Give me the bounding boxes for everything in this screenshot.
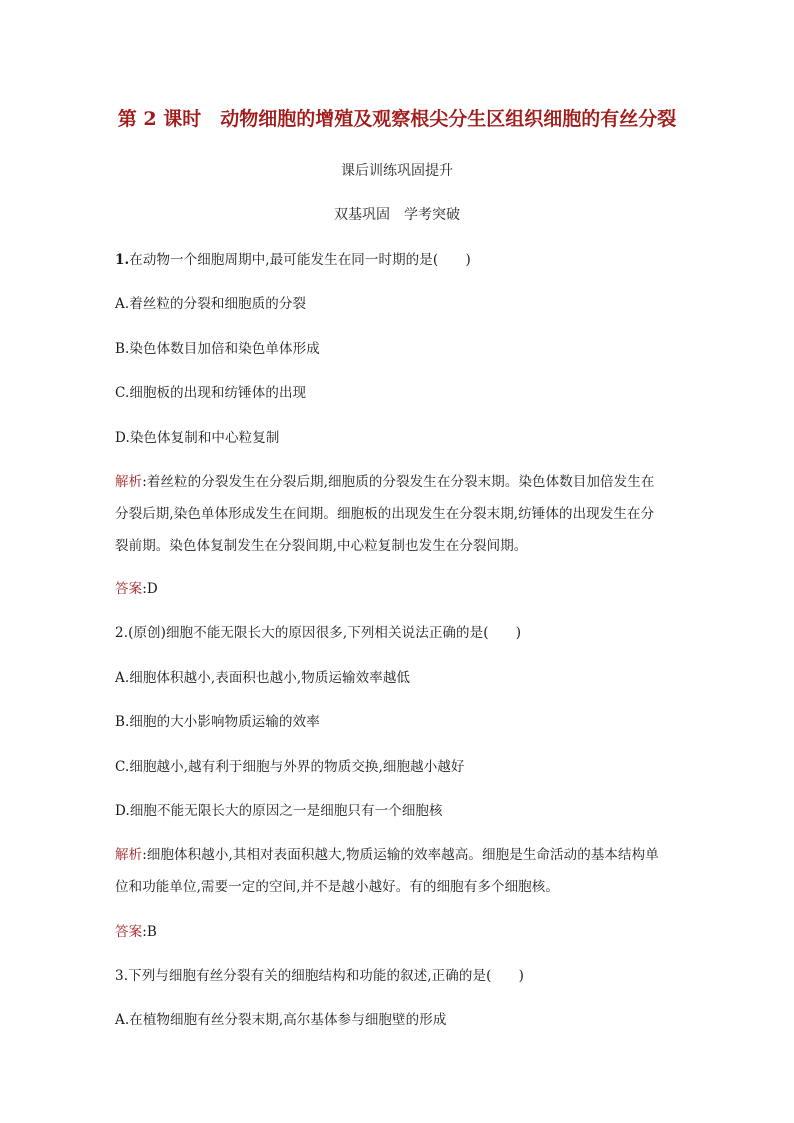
answer-value: :D	[142, 581, 158, 597]
question-2-answer	[115, 920, 695, 940]
analysis-text: :着丝粒的分裂发生在分裂后期,细胞质的分裂发生在分裂末期。染色体数目加倍发生在	[142, 474, 655, 490]
question-2-stem	[115, 621, 695, 641]
question-2-option-b: B.细胞的大小影响物质运输的效率	[115, 714, 320, 730]
question-number: 2.	[115, 625, 129, 641]
question-1-analysis-line-1	[115, 470, 695, 490]
question-1-option-d: D.染色体复制和中心粒复制	[115, 430, 280, 446]
question-1-option-a: A.着丝粒的分裂和细胞质的分裂	[115, 296, 307, 312]
question-1-analysis-line-2: 分裂后期,染色单体形成发生在间期。细胞板的出现发生在分裂末期,纺锤体的出现发生在分	[115, 506, 655, 522]
question-1-option-b: B.染色体数目加倍和染色单体形成	[115, 341, 320, 357]
question-text: (原创)细胞不能无限长大的原因很多,下列相关说法正确的是( )	[128, 625, 522, 641]
answer-label: 答案	[115, 581, 143, 597]
answer-label: 答案	[115, 924, 143, 940]
question-text: 在动物一个细胞周期中,最可能发生在同一时期的是( )	[129, 252, 471, 268]
question-2-option-c: C.细胞越小,越有利于细胞与外界的物质交换,细胞越小越好	[115, 759, 465, 775]
question-3-stem	[115, 964, 695, 984]
answer-value: :B	[142, 924, 157, 940]
page-subtitle: 课后训练巩固提升	[341, 163, 453, 179]
question-1-analysis-line-3: 裂前期。染色体复制发生在分裂间期,中心粒复制也发生在分裂间期。	[115, 538, 528, 554]
question-number: 3.	[115, 968, 129, 984]
question-3-option-a: A.在植物细胞有丝分裂末期,高尔基体参与细胞壁的形成	[115, 1012, 447, 1028]
analysis-label: 解析	[115, 474, 143, 490]
page-title: 第 2 课时 动物细胞的增殖及观察根尖分生区组织细胞的有丝分裂	[117, 108, 677, 130]
question-2-analysis-line-1	[115, 843, 695, 863]
section-heading: 双基巩固 学考突破	[334, 207, 460, 223]
question-2-option-d: D.细胞不能无限长大的原因之一是细胞只有一个细胞核	[115, 803, 443, 819]
question-1-option-c: C.细胞板的出现和纺锤体的出现	[115, 385, 307, 401]
analysis-label: 解析	[115, 847, 143, 863]
question-number: 1.	[115, 252, 130, 268]
question-2-option-a: A.细胞体积越小,表面积也越小,物质运输效率越低	[115, 670, 411, 686]
question-1-stem	[115, 248, 695, 268]
question-1-answer	[115, 577, 695, 597]
question-text: 下列与细胞有丝分裂有关的细胞结构和功能的叙述,正确的是( )	[128, 968, 525, 984]
question-2-analysis-line-2: 位和功能单位,需要一定的空间,并不是越小越好。有的细胞有多个细胞核。	[115, 879, 559, 895]
analysis-text: :细胞体积越小,其相对表面积越大,物质运输的效率越高。细胞是生命活动的基本结构单	[142, 847, 659, 863]
